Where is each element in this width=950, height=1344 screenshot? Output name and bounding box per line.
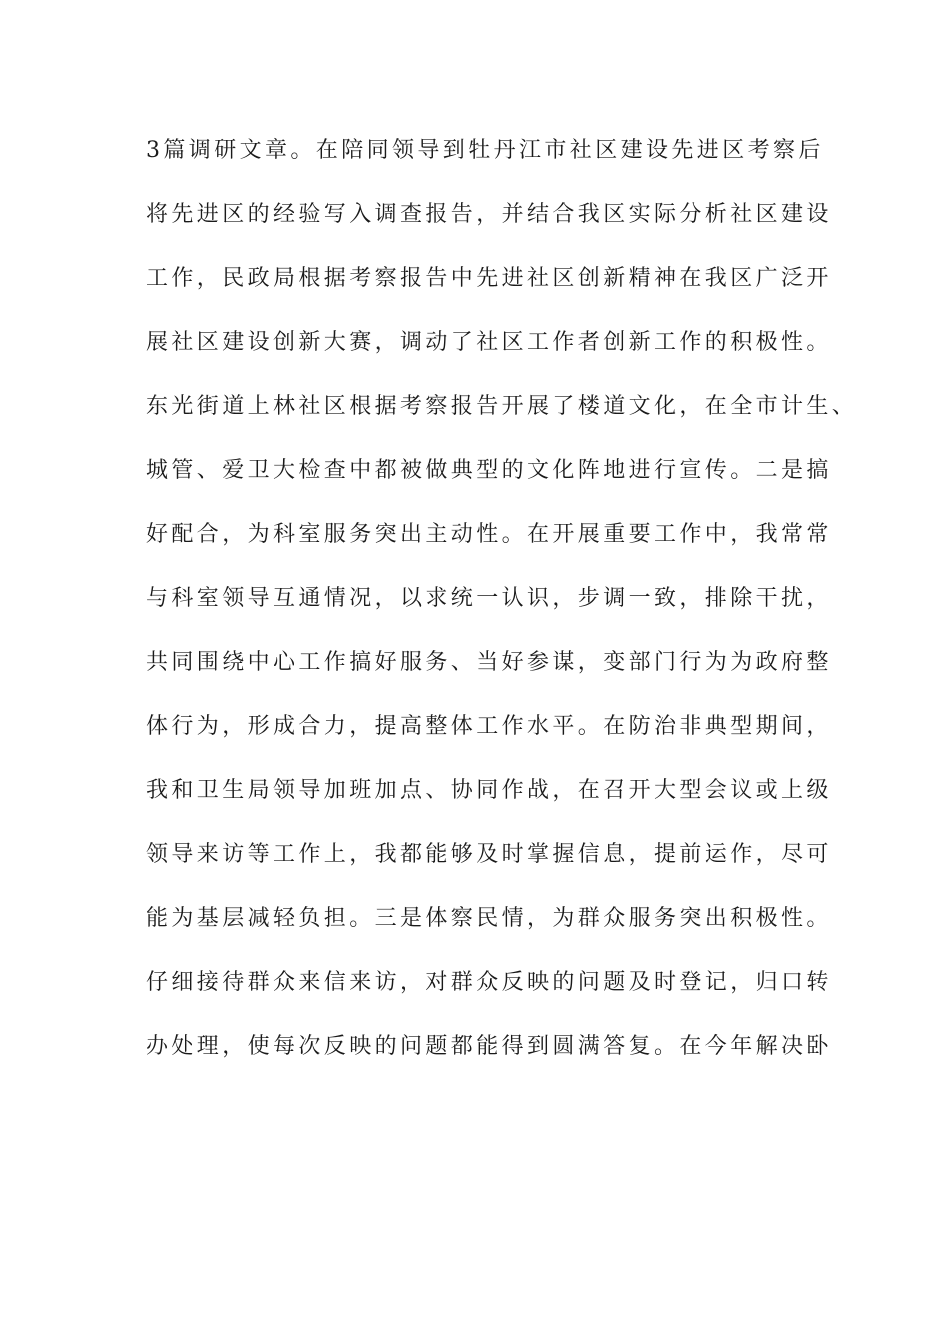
text-line-12: 领导来访等工作上，我都能够及时掌握信息，提前运作，尽可 (146, 842, 832, 867)
text-line-3: 工作，民政局根据考察报告中先进社区创新精神在我区广泛开 (146, 266, 832, 291)
text-line-1: 3篇调研文章。在陪同领导到牡丹江市社区建设先进区考察后 (146, 138, 824, 163)
text-line-6: 城管、爱卫大检查中都被做典型的文化阵地进行宣传。二是搞 (146, 458, 832, 483)
text-line-9: 共同围绕中心工作搞好服务、当好参谋，变部门行为为政府整 (146, 650, 832, 675)
text-line-13: 能为基层减轻负担。三是体察民情，为群众服务突出积极性。 (146, 906, 832, 931)
text-line-11: 我和卫生局领导加班加点、协同作战，在召开大型会议或上级 (146, 778, 832, 803)
text-line-10: 体行为，形成合力，提高整体工作水平。在防治非典型期间， (146, 714, 832, 739)
body-text (146, 129, 858, 1089)
text-line-8: 与科室领导互通情况，以求统一认识，步调一致，排除干扰， (146, 586, 832, 611)
text-line-5: 东光街道上林社区根据考察报告开展了楼道文化，在全市计生、 (146, 394, 858, 419)
text-line-4: 展社区建设创新大赛，调动了社区工作者创新工作的积极性。 (146, 330, 832, 355)
text-line-7: 好配合，为科室服务突出主动性。在开展重要工作中，我常常 (146, 522, 832, 547)
text-line-15: 办处理，使每次反映的问题都能得到圆满答复。在今年解决卧 (146, 1034, 832, 1059)
text-line-14: 仔细接待群众来信来访，对群众反映的问题及时登记，归口转 (146, 970, 832, 995)
text-line-2: 将先进区的经验写入调查报告，并结合我区实际分析社区建设 (146, 202, 832, 227)
